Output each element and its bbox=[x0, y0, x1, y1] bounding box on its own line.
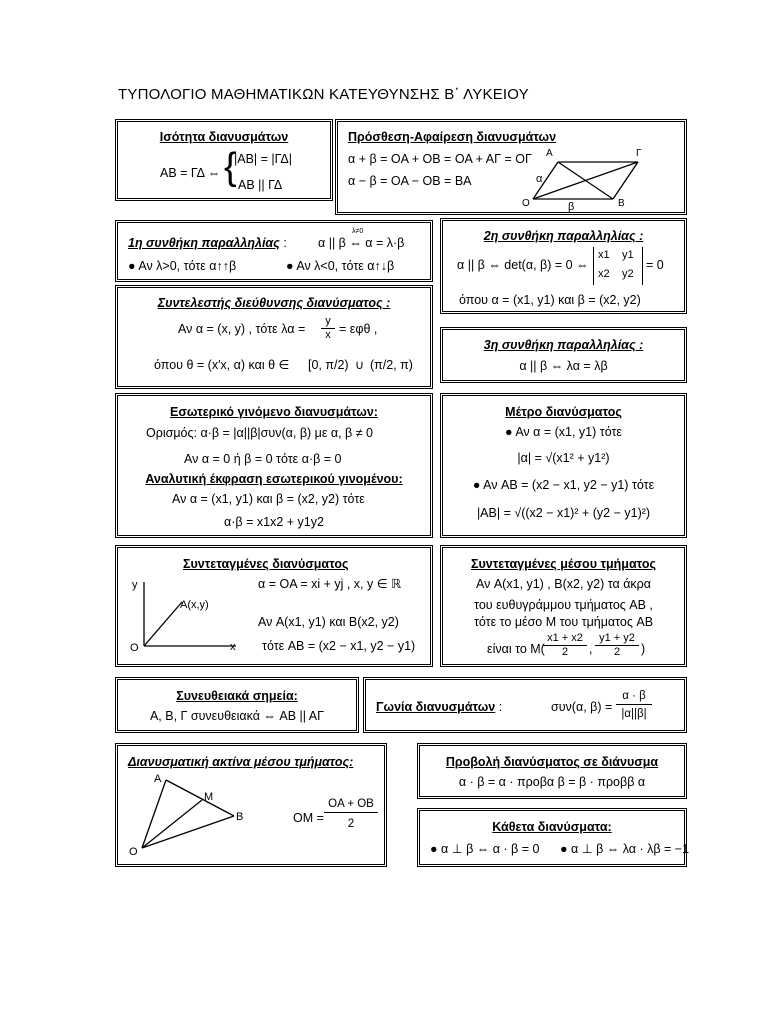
slope-title: Συντελεστής διεύθυνσης διανύσματος : bbox=[157, 296, 391, 310]
midpoint-frac-y bbox=[595, 632, 639, 659]
midpoint-frac-x-den: 2 bbox=[561, 646, 569, 658]
fig-label-O: O bbox=[522, 198, 530, 209]
angle-lhs: συν(α, β) = bbox=[551, 700, 613, 714]
pv-fig-M: M bbox=[204, 791, 214, 803]
magnitude-title: Μέτρο διανύσματος bbox=[505, 405, 622, 419]
coord-fig-O: O bbox=[130, 642, 139, 654]
projection-title: Προβολή διανύσματος σε διάνυσμα bbox=[445, 755, 659, 769]
position-vector-lhs: OM = bbox=[293, 811, 324, 825]
box-dot-product bbox=[115, 393, 433, 538]
box-coordinates bbox=[115, 545, 433, 667]
perpendicular-bullet2: ● α ⊥ β ⇔ λα · λβ = −1 bbox=[560, 842, 690, 856]
parallel1-cond: λ≠0 bbox=[352, 228, 364, 235]
equality-title: Ισότητα διανυσμάτων bbox=[159, 130, 289, 144]
magnitude-formula1: |α| = √(x1² + y1²) bbox=[517, 451, 610, 465]
perpendicular-title: Κάθετα διανύσματα: bbox=[492, 820, 612, 834]
fig-label-G: Γ bbox=[636, 148, 642, 159]
fig-label-A: A bbox=[546, 148, 553, 159]
coordinates-line3: τότε AB = (x2 − x1, y2 − y1) bbox=[262, 639, 416, 653]
parallel2-opou: όπου α = (x1, y1) και β = (x2, y2) bbox=[459, 293, 641, 307]
perpendicular-bullet1: ● α ⊥ β ⇔ α · β = 0 bbox=[430, 842, 540, 856]
slope-line2-a: όπου θ = (x′x, α) και θ ∈ bbox=[154, 358, 290, 372]
parallel3-formula: α || β ⇔ λα = λβ bbox=[519, 359, 608, 373]
fig-label-beta: β bbox=[568, 201, 575, 213]
box-perpendicular bbox=[417, 808, 690, 867]
box-slope bbox=[115, 285, 433, 389]
addition-line1: α + β = OA + OB = OA + AΓ = OΓ bbox=[348, 152, 532, 166]
det-x1: x1 bbox=[598, 249, 610, 261]
dot-analytic-line2: α·β = x1x2 + y1y2 bbox=[224, 515, 324, 529]
box-midpoint bbox=[440, 545, 687, 667]
angle-title-row bbox=[376, 701, 502, 714]
parallel3-title: 3η συνθήκη παραλληλίας : bbox=[483, 338, 644, 352]
slope-union: ∪ bbox=[355, 358, 365, 372]
position-vector-figure bbox=[124, 770, 254, 865]
midpoint-comma: , bbox=[589, 642, 593, 656]
box-parallel-2 bbox=[440, 218, 687, 314]
angle-frac-num: α · β bbox=[616, 688, 652, 705]
pv-frac-den: 2 bbox=[347, 818, 355, 830]
slope-interval1: [0, π/2) bbox=[308, 358, 349, 372]
position-vector-fraction bbox=[324, 796, 378, 835]
slope-frac-num: y bbox=[321, 315, 335, 329]
det-y2: y2 bbox=[622, 268, 634, 280]
collinear-line: A, B, Γ συνευθειακά ⇔ AB || AΓ bbox=[149, 709, 325, 723]
det-x2: x2 bbox=[598, 268, 610, 280]
midpoint-close: ) bbox=[641, 642, 646, 656]
magnitude-formula2: |AB| = √((x2 − x1)² + (y2 − y1)²) bbox=[476, 506, 651, 520]
angle-colon: : bbox=[498, 700, 503, 714]
slope-interval2: (π/2, π) bbox=[370, 358, 413, 372]
angle-title: Γωνία διανυσμάτων bbox=[376, 700, 496, 714]
dot-analytic-line1: Αν α = (x1, y1) και β = (x2, y2) τότε bbox=[172, 492, 365, 506]
midpoint-frac-y-num: y1 + y2 bbox=[595, 632, 639, 646]
box-equality bbox=[115, 119, 333, 201]
midpoint-frac-x-num: x1 + x2 bbox=[543, 632, 587, 646]
parallel1-bullet2: ● Αν λ<0, τότε α↑↓β bbox=[286, 259, 395, 273]
pv-fig-A: A bbox=[154, 773, 162, 785]
midpoint-line1: Αν A(x1, y1) , B(x2, y2) τα άκρα bbox=[475, 577, 652, 591]
pv-frac-num: OA + OB bbox=[324, 796, 378, 813]
slope-frac-den: x bbox=[325, 329, 331, 341]
angle-frac-den: |α||β| bbox=[621, 708, 647, 720]
parallel1-formula: α || β ⇔ α = λ·β bbox=[318, 236, 405, 250]
addition-line2: α − β = OA − OB = BA bbox=[348, 174, 472, 188]
coordinates-title: Συντεταγμένες διανύσματος bbox=[183, 557, 349, 571]
dot-zero-line: Αν α = 0 ή β = 0 τότε α·β = 0 bbox=[184, 452, 342, 466]
coordinates-line2: Αν A(x1, y1) και B(x2, y2) bbox=[258, 615, 399, 629]
box-collinear bbox=[115, 677, 359, 733]
fig-label-alpha: α bbox=[536, 173, 543, 185]
det-y1: y1 bbox=[622, 249, 634, 261]
coordinates-line1: α = OA = xi + yj , x, y ∈ ℝ bbox=[258, 577, 401, 591]
dot-definition: Ορισμός: α·β = |α||β|συν(α, β) με α, β ≠ 0 bbox=[146, 426, 374, 440]
equality-brace: { bbox=[224, 146, 237, 188]
addition-title: Πρόσθεση-Αφαίρεση διανυσμάτων bbox=[348, 130, 557, 144]
parallelogram-figure bbox=[518, 144, 668, 214]
box-position-vector bbox=[115, 743, 387, 867]
midpoint-line2: του ευθυγράμμου τμήματος AB , bbox=[474, 598, 653, 612]
slope-fraction bbox=[321, 315, 335, 342]
midpoint-frac-x bbox=[543, 632, 587, 659]
box-addition bbox=[335, 119, 687, 215]
parallel2-title: 2η συνθήκη παραλληλίας : bbox=[483, 229, 644, 243]
box-parallel-3 bbox=[440, 327, 687, 383]
dot-title: Εσωτερικό γινόμενο διανυσμάτων: bbox=[170, 405, 378, 419]
collinear-title: Συνευθειακά σημεία: bbox=[176, 689, 298, 703]
box-parallel-1 bbox=[115, 220, 433, 282]
midpoint-title: Συντεταγμένες μέσου τμήματος bbox=[470, 557, 657, 571]
parallel1-bullet1: ● Αν λ>0, τότε α↑↑β bbox=[128, 259, 237, 273]
midpoint-frac-y-den: 2 bbox=[613, 646, 621, 658]
pv-fig-B: B bbox=[236, 811, 244, 823]
magnitude-bullet1: ● Αν α = (x1, y1) τότε bbox=[504, 425, 622, 439]
equality-formula-left: AB = ΓΔ ⇔ bbox=[160, 166, 221, 180]
parallel1-title: 1η συνθήκη παραλληλίας bbox=[128, 236, 280, 250]
box-projection bbox=[417, 743, 687, 799]
coord-fig-y: y bbox=[132, 579, 138, 591]
parallel1-colon: : bbox=[283, 236, 287, 250]
slope-line1-a: Αν α = (x, y) , τότε λα = bbox=[178, 322, 306, 336]
pv-fig-O: O bbox=[129, 846, 138, 858]
parallel1-title-row bbox=[128, 237, 287, 250]
position-vector-title: Διανυσματική ακτίνα μέσου τμήματος: bbox=[128, 755, 354, 769]
parallel2-determinant bbox=[593, 247, 643, 285]
equality-line1: |AB| = |ΓΔ| bbox=[234, 152, 292, 166]
parallel2-eq0: = 0 bbox=[646, 258, 664, 272]
angle-fraction bbox=[616, 688, 652, 723]
box-magnitude bbox=[440, 393, 687, 538]
magnitude-bullet2: ● Αν AB = (x2 − x1, y2 − y1) τότε bbox=[472, 478, 655, 492]
parallel2-formula: α || β ⇔ det(α, β) = 0 ⇔ bbox=[457, 258, 589, 272]
midpoint-line4: είναι το M( bbox=[487, 642, 545, 656]
projection-formula: α · β = α · προβα β = β · προββ α bbox=[458, 775, 646, 789]
coord-fig-A: A(x,y) bbox=[180, 599, 209, 611]
coord-fig-x: x bbox=[230, 641, 236, 653]
box-angle bbox=[363, 677, 687, 733]
midpoint-line3: τότε το μέσο M του τμήματος AB bbox=[473, 615, 654, 629]
equality-line2: AB || ΓΔ bbox=[238, 178, 283, 192]
page-title: ΤΥΠΟΛΟΓΙΟ ΜΑΘΗΜΑΤΙΚΩΝ ΚΑΤΕΥΘΥΝΣΗΣ Β΄ ΛΥΚΕΙΟΥ bbox=[118, 86, 529, 103]
coordinates-figure bbox=[126, 574, 256, 664]
slope-line1-b: = εφθ , bbox=[339, 322, 378, 336]
fig-label-B: B bbox=[618, 198, 625, 209]
dot-analytic-title: Αναλυτική έκφραση εσωτερικού γινομένου: bbox=[145, 472, 403, 486]
